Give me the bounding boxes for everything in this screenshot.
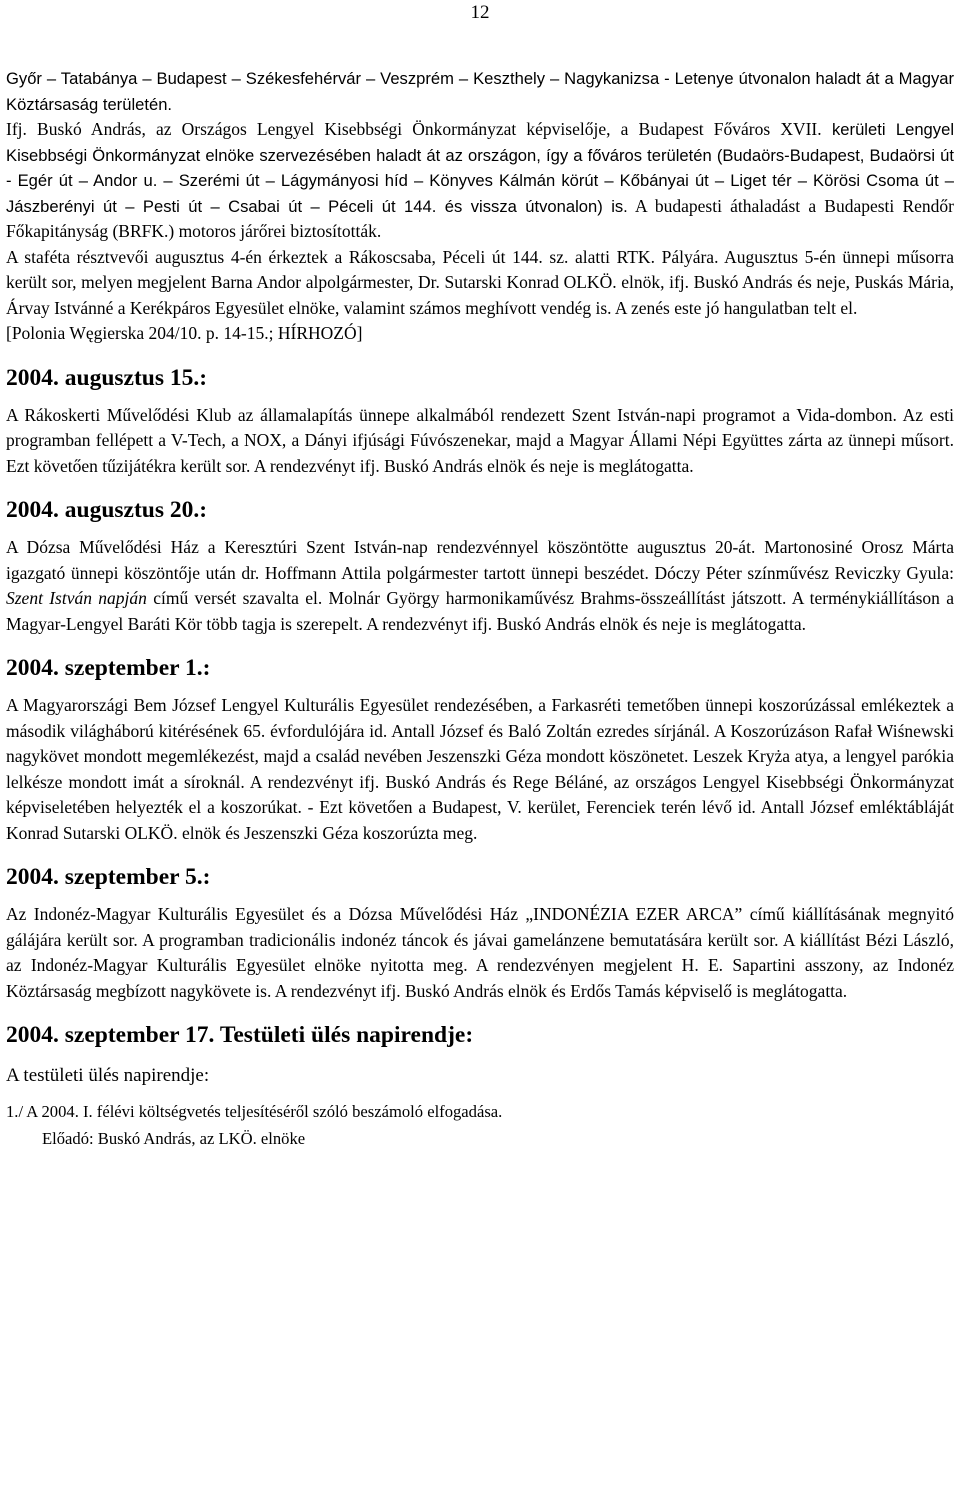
aug20-text-b: című versét szavalta el. Molnár György harmonikaművész Brahms-összeállítást játszott. A terménykiállításon a Magyar-Lengyel Baráti Kör több tagja is szerepelt. A rendezvényt ifj. Buskó András elnök és neje is meglátogatta. (6, 588, 954, 634)
page-number: 12 (470, 2, 490, 23)
section-heading-aug20: 2004. augusztus 20.: (6, 497, 208, 523)
section-heading-aug15: 2004. augusztus 15.: (6, 364, 208, 391)
section-text-aug20 (6, 535, 954, 637)
organizer-text-c: A budapesti áthaladást a Budapesti Rendőr Főkapitányság (BRFK.) motoros járőrei biztosították. (6, 195, 954, 241)
source-citation: [Polonia Węgierska 204/10. p. 14-15.; HÍRHOZÓ] (6, 323, 363, 343)
section-text-sep5: Az Indonéz-Magyar Kulturális Egyesület és a Dózsa Művelődési Ház „INDONÉZIA EZER ARCA” című kiállításának megnyitó gálájára került sor. A programban tradicionális indonéz táncok és jávai gamelánzene bemutatására került sor. A kiállítást Bézi László, az Indonéz-Magyar Kulturális Egyesület elnöke nyitotta meg. A rendezvényen megjelent H. E. Sapartini asszony, az Indonéz Köztársaság megbízott nagykövete is. A rendezvényt ifj. Buskó András elnök és Erdős Tamás képviselő is meglátogatta. (6, 904, 954, 1001)
section-heading-sep17: 2004. szeptember 17. Testületi ülés napirendje: (6, 1022, 474, 1048)
organizer-paragraph (6, 117, 954, 245)
agenda-title: A testületi ülés napirendje: (6, 1065, 210, 1086)
section-text-aug15: A Rákoskerti Művelődési Klub az államalapítás ünnepe alkalmából rendezett Szent István-napi programot a Vida-dombon. Az esti programban fellépett a V-Tech, a NOX, a Dányi ifjúsági Fúvószenekar, majd a Magyar Állami Népi Együttes zárta az ünnepi műsort. Ezt követően tűzijátékra került sor. A rendezvényt ifj. Buskó András elnök és neje is meglátogatta. (6, 404, 954, 476)
route-paragraph: Győr – Tatabánya – Budapest – Székesfehérvár – Veszprém – Keszthely – Nagykanizsa - Letenye útvonalon haladt át a Magyar Köztársaság területén. (6, 69, 954, 114)
section-heading-sep1: 2004. szeptember 1.: (6, 655, 211, 681)
poem-title: Szent István napján (6, 588, 147, 608)
relay-paragraph: A staféta résztvevői augusztus 4-én érkeztek a Rákoscsaba, Péceli út 144. sz. alatti RTK. Pályára. Augusztus 5-én ünnepi műsorra került sor, melyen megjelent Barna Andor alpolgármester, Dr. Sutarski Konrad OLKÖ. elnök, ifj. Buskó András és neje, Puskás Mária, Árvay Istvánné a Kerékpáros Egyesület elnöke, valamint számos meghívott vendég is. A zenés este jó hangulatban telt el. (6, 246, 954, 318)
organizer-text-a: Ifj. Buskó András, az Országos Lengyel Kisebbségi Önkormányzat képviselője, a Budapest Főváros XVII. (6, 119, 822, 139)
organizer-text-b: kerületi Lengyel Kisebbségi Önkormányzat elnöke szervezésében haladt át az országon, így a főváros területén (Budaörs-Budapest, Budaörsi út - Egér út – Andor u. – Szerémi út – Lágymányosi híd – Könyves Kálmán körút – Kőbányai út – Liget tér – Körösi Csoma út – Jászberényi út – Pesti út – Csabai út – Péceli út 144. és vissza útvonalon) is. (6, 120, 955, 216)
section-text-sep1: A Magyarországi Bem József Lengyel Kulturális Egyesület rendezésében, a Farkasréti temetőben ünnepi koszorúzással emlékeztek a második világháború kitérésének 65. évfordulójára id. Antall József és Baló Zoltán ezredes sírjánál. A Koszorúzáson Rafał Wiśnewski nagykövet mondott megemlékezést, majd a család nevében Jeszenszki Géza mondott köszönetet. Leszek Kryża atya, a lengyel parókia lelkésze mondott imát a síroknál. A rendezvényt ifj. Buskó András és Rege Béláné, az országos Lengyel Kisebbségi Önkormányzat képviseletében helyezték el a koszorúkat. - Ezt követően a Budapest, V. kerület, Ferenciek terén lévő id. Antall József emléktábláját Konrad Sutarski OLKÖ. elnök és Jeszenszki Géza koszorúzta meg. (6, 695, 954, 843)
agenda-item: 1./ A 2004. I. félévi költségvetés teljesítéséről szóló beszámoló elfogadása. (6, 1102, 503, 1121)
aug20-text-a: A Dózsa Művelődési Ház a Keresztúri Szent István-nap rendezvénnyel köszöntötte augusztus 20-át. Martonosiné Orosz Márta igazgató ünnepi köszöntője után dr. Hoffmann Attila polgármester tartott ünnepi beszédet. Dóczy Péter színművész Reviczky Gyula: (6, 537, 954, 583)
agenda-presenter: Előadó: Buskó András, az LKÖ. elnöke (42, 1129, 306, 1148)
section-heading-sep5: 2004. szeptember 5.: (6, 864, 211, 890)
page-content (6, 66, 954, 1152)
